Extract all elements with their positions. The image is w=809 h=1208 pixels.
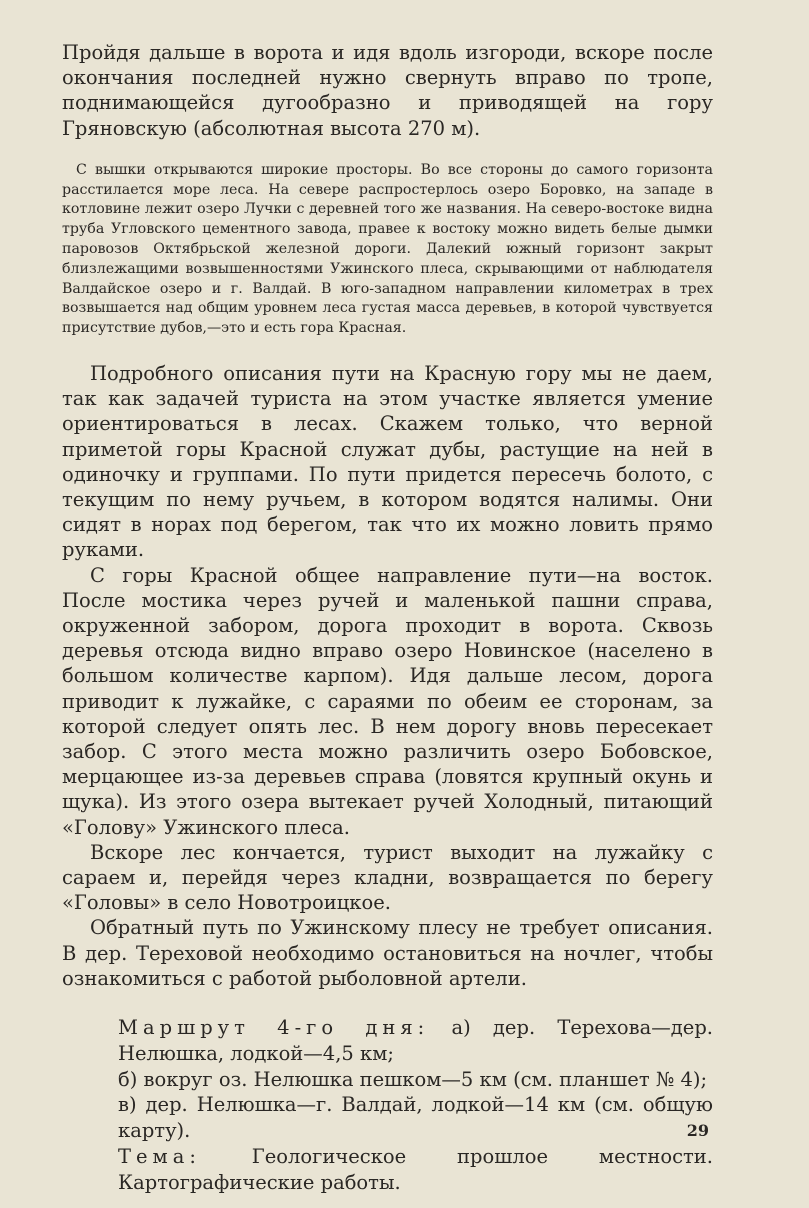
route-item-a: а) дер. Терехова—дер. Нелюшка, лодкой—4,5 км; [118, 1016, 714, 1065]
route-item-b: б) вокруг оз. Нелюшка пешком—5 км (см. планшет № 4); [118, 1067, 708, 1091]
route-block [118, 1015, 713, 1196]
paragraph-return-novotroitskoe: Вскоре лес кончается, турист выходит на лужайку с сараем и, перейдя через кладни, возвращается по берегу «Головы» в село Новотроицкое. [62, 840, 713, 915]
paragraph-gryanovskaya-path: Пройдя дальше в ворота и идя вдоль изгороди, вскоре после окончания последней нужно свернуть вправо по тропе, поднимающейся дугообразно и приводящей на гору Гряновскую (абсолютная высота 270 м). [62, 41, 713, 140]
page-number: 29 [686, 1121, 709, 1140]
theme-label: Тема: [118, 1145, 201, 1169]
paragraph-return-path: Обратный путь по Ужинскому плесу не требует описания. В дер. Тереховой необходимо остановиться на ночлег, чтобы ознакомиться с работой рыболовной артели. [62, 916, 713, 990]
small-print-view-description: С вышки открываются широкие просторы. Во все стороны до самого горизонта расстилается море леса. На севере распростерлось озеро Боровко, на западе в котловине лежит озеро Лучки с деревней того же названия. На северо-востоке видна труба Угловского цементного завода, правее к востоку можно видеть белые дымки паровозов Октябрьской железной дороги. Далекий южный горизонт закрыт близлежащими возвышенностями Ужинского плеса, скрывающими от наблюдателя Валдайское озеро и г. Валдай. В юго-западном направлении километрах в трех возвышается над общим уровнем леса густая масса деревьев, в которой чувствуется присутствие дубов,—это и есть гора Красная. [62, 161, 713, 337]
route-item-c: в) дер. Нелюшка—г. Валдай, лодкой—14 км (см. общую карту). [118, 1093, 713, 1143]
theme-text: Геологическое прошлое местности. Картографические работы. [118, 1145, 713, 1194]
route-line-a [118, 1015, 713, 1067]
route-label: Маршрут 4-го дня: [118, 1016, 430, 1040]
route-theme-line [118, 1144, 713, 1196]
paragraph-red-mountain-route: Подробного описания пути на Красную гору мы не даем, так как задачей туриста на этом участке является умение ориентироваться в лесах. Скажем только, что верной приметой горы Красной служат дубы, растущие на ней в одиночку и группами. По пути придется пересечь болото, с текущим по нему ручьем, в котором водятся налимы. Они сидят в норах под берегом, так что их можно ловить прямо руками. [62, 361, 713, 562]
paragraph-east-direction: С горы Красной общее направление пути—на восток. После мостика через ручей и маленькой пашни справа, окруженной забором, дорога проходит в ворота. Сквозь деревья отсюда видно вправо озеро Новинское (населено в большом количестве карпом). Идя дальше лесом, дорога приводит к лужайке, с сараями по обеим ее сторонам, за которой следует опять лес. В нем дорогу вновь пересекает забор. С этого места можно различить озеро Бобовское, мерцающее из-за деревьев справа (ловятся крупный окунь и щука). Из этого озера вытекает ручей Холодный, питающий «Голову» Ужинского плеса. [62, 563, 713, 839]
